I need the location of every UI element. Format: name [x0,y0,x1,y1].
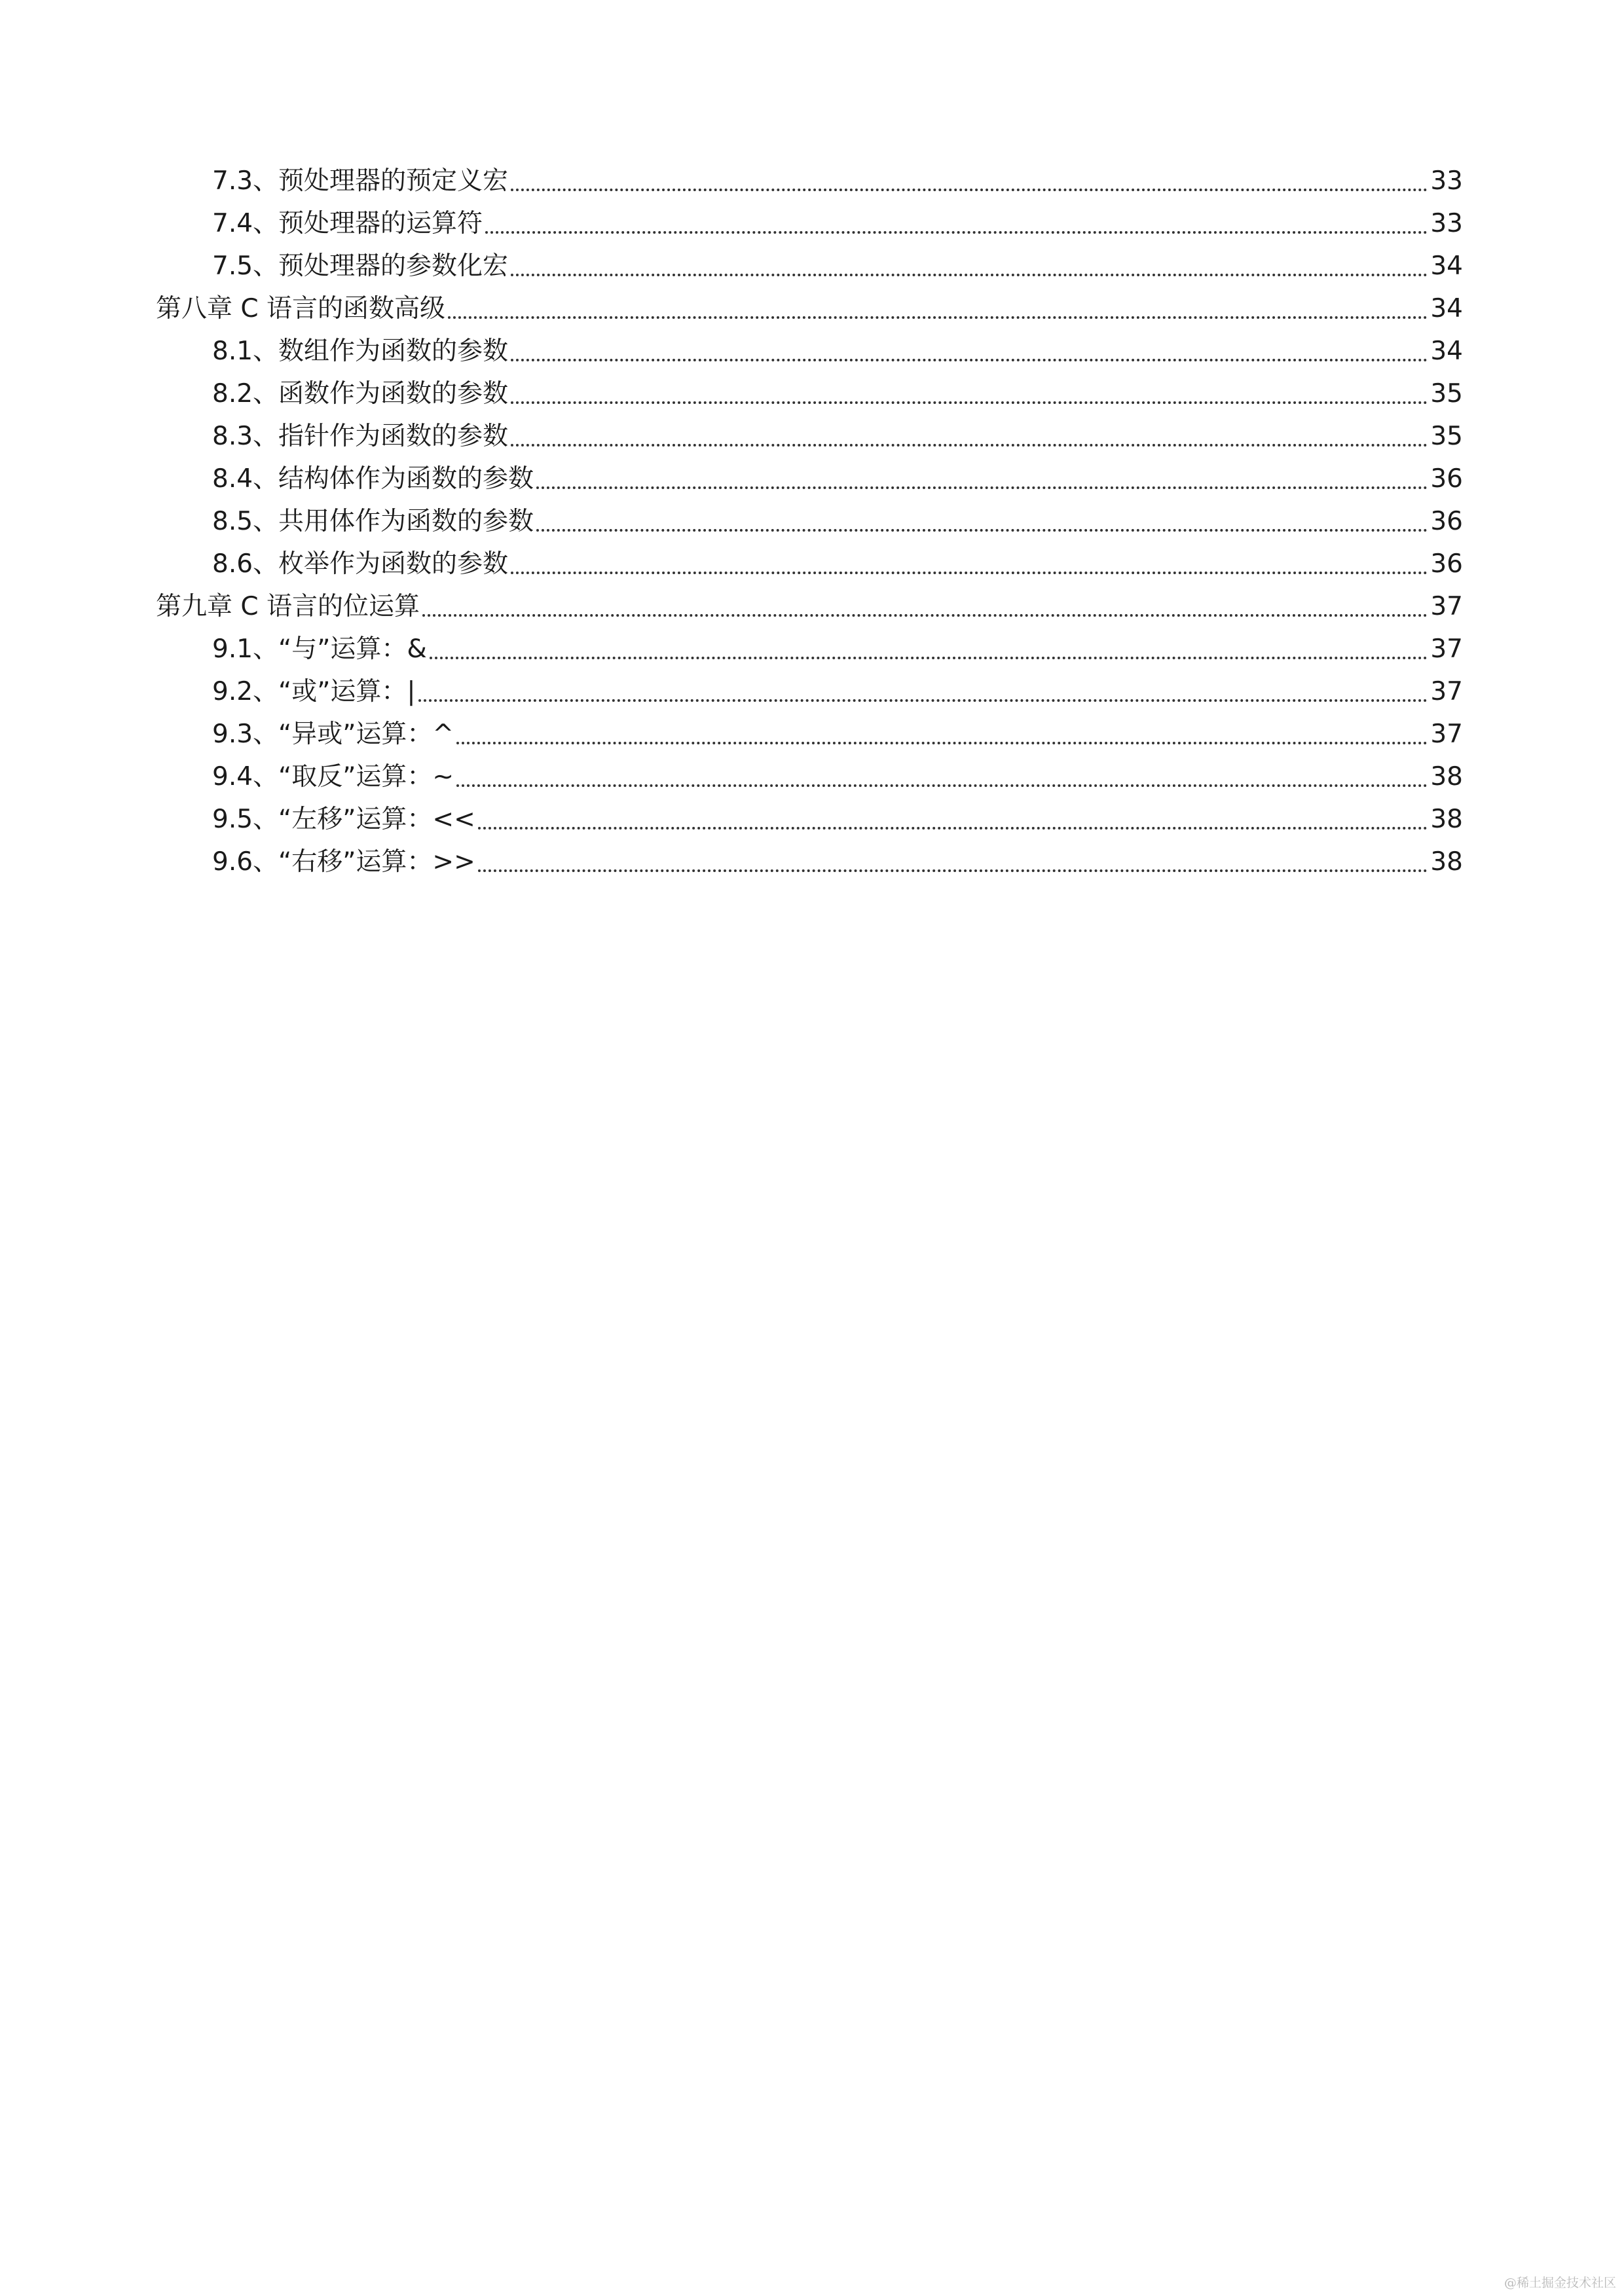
toc-page-number: 38 [1430,762,1463,792]
toc-dot-leader [456,742,1428,744]
toc-entry[interactable] [156,240,1463,282]
toc-entry-label: 8.1、数组作为函数的参数 [212,337,509,366]
toc-page-number: 35 [1430,379,1463,409]
toc-page-number: 35 [1430,422,1463,451]
toc-dot-leader [478,869,1428,872]
toc-page-number: 33 [1430,209,1463,238]
toc-page-number: 38 [1430,805,1463,834]
toc-dot-leader [536,486,1428,489]
toc-entry[interactable] [156,793,1463,835]
toc-entry-label: 9.3、“异或”运算：^ [212,720,454,749]
toc-dot-leader [456,784,1428,787]
toc-chapter-label: 第九章 C 语言的位运算 [156,592,420,621]
toc-dot-leader [418,699,1428,702]
toc-entry[interactable] [156,750,1463,793]
toc-dot-leader [511,359,1428,361]
toc-page-number: 34 [1430,251,1463,281]
toc-page-number: 34 [1430,337,1463,366]
toc-chapter-label: 第八章 C 语言的函数高级 [156,294,446,323]
toc-chapter-entry[interactable] [156,282,1463,325]
toc-entry[interactable] [156,452,1463,495]
toc-entry[interactable] [156,623,1463,665]
toc-dot-leader [511,572,1428,574]
toc-entry-label: 8.4、结构体作为函数的参数 [212,464,534,494]
toc-dot-leader [448,316,1428,319]
toc-page-number: 33 [1430,166,1463,196]
toc-dot-leader [511,444,1428,446]
toc-entry[interactable] [156,665,1463,708]
toc-page-number: 34 [1430,294,1463,323]
toc-entry-label: 9.4、“取反”运算：~ [212,762,454,792]
toc-entry[interactable] [156,538,1463,580]
toc-entry[interactable] [156,325,1463,367]
toc-entry[interactable] [156,410,1463,452]
toc-entry-label: 9.5、“左移”运算：<< [212,805,475,834]
toc-dot-leader [511,274,1428,276]
toc-dot-leader [485,231,1428,234]
toc-page-number: 37 [1430,592,1463,621]
toc-entry[interactable] [156,197,1463,240]
toc-page-number: 37 [1430,720,1463,749]
toc-entry[interactable] [156,155,1463,197]
toc-entry[interactable] [156,367,1463,410]
toc-entry-label: 9.1、“与”运算：& [212,634,427,664]
toc-entry-label: 7.5、预处理器的参数化宏 [212,251,509,281]
toc-chapter-entry[interactable] [156,580,1463,623]
toc-entry-label: 7.3、预处理器的预定义宏 [212,166,509,196]
toc-dot-leader [478,827,1428,829]
toc-entry-label: 8.5、共用体作为函数的参数 [212,507,534,536]
toc-entry[interactable] [156,495,1463,538]
toc-dot-leader [511,189,1428,191]
toc-entry-label: 7.4、预处理器的运算符 [212,209,483,238]
table-of-contents [156,155,1463,878]
toc-dot-leader [511,401,1428,404]
toc-page-number: 37 [1430,634,1463,664]
toc-entry-label: 8.3、指针作为函数的参数 [212,422,509,451]
toc-entry[interactable] [156,708,1463,750]
toc-dot-leader [536,529,1428,532]
toc-page-number: 37 [1430,677,1463,706]
toc-page-number: 36 [1430,507,1463,536]
toc-page-number: 36 [1430,549,1463,579]
toc-entry[interactable] [156,835,1463,878]
toc-dot-leader [422,614,1428,617]
toc-entry-label: 8.6、枚举作为函数的参数 [212,549,509,579]
toc-entry-label: 8.2、函数作为函数的参数 [212,379,509,409]
toc-entry-label: 9.6、“右移”运算：>> [212,847,475,877]
toc-page-number: 36 [1430,464,1463,494]
toc-entry-label: 9.2、“或”运算：| [212,677,416,706]
toc-page-number: 38 [1430,847,1463,877]
toc-dot-leader [430,657,1428,659]
watermark: @稀土掘金技术社区 [1504,2276,1616,2290]
